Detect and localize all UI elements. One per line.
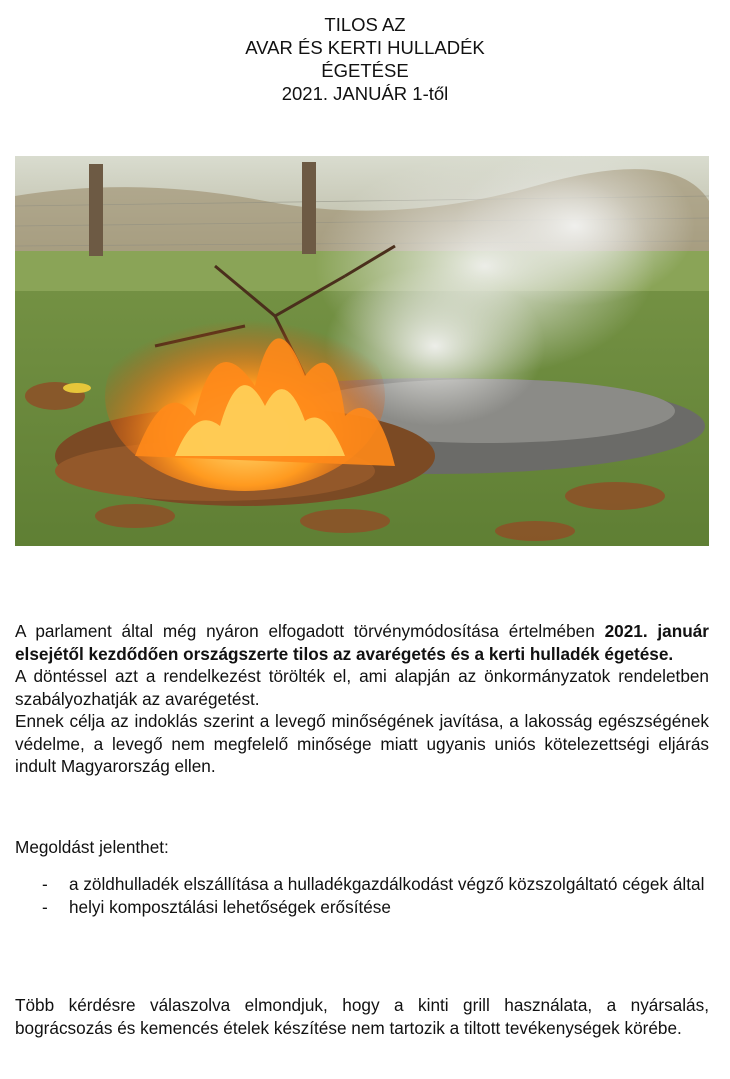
leaf-fire-photo [15,156,709,546]
list-item [15,873,709,896]
intro-sentence-2: A döntéssel azt a rendelkezést törölték el, ami alapján az önkormányzatok rendeletben szabályozhatják az avarégetést. [15,666,709,709]
solution-heading: Megoldást jelenthet: [15,837,169,857]
title-date: 2021. JANUÁR 1-től [281,83,449,104]
intro-paragraph [15,620,709,778]
intro-bold-statement: 2021. január elsejétől kezdődően országszerte tilos az avarégetés és a kerti hulladék égetése. [15,621,709,664]
title-line-3: ÉGETÉSE [321,60,409,81]
intro-lead: A parlament által még nyáron elfogadott törvénymódosítása értelmében [15,621,595,641]
title-line-2: AVAR ÉS KERTI HULLADÉK [245,37,485,58]
list-bullet: - [42,874,48,894]
list-bullet: - [42,896,48,917]
list-item-text: helyi komposztálási lehetőségek erősítése [69,896,391,917]
title-line-1: TILOS AZ [324,14,406,35]
list-item-text: a zöldhulladék elszállítása a hulladékgazdálkodást végző közszolgáltató cégek által [69,874,705,894]
intro-sentence-3: Ennek célja az indoklás szerint a levegő minőségének javítása, a lakosság egészségének védelme, a levegő nem megfelelő minősége miatt ugyanis uniós kötelezettségi eljárás indult Magyarország ellen. [15,711,709,776]
solution-list [15,873,709,918]
page-title [0,13,730,105]
closing-paragraph: Több kérdésre válaszolva elmondjuk, hogy a kinti grill használata, a nyársalás, bográcsozás és kemencés ételek készítése nem tartozik a tiltott tevékenységek körébe. [15,995,709,1038]
list-item [15,896,709,919]
